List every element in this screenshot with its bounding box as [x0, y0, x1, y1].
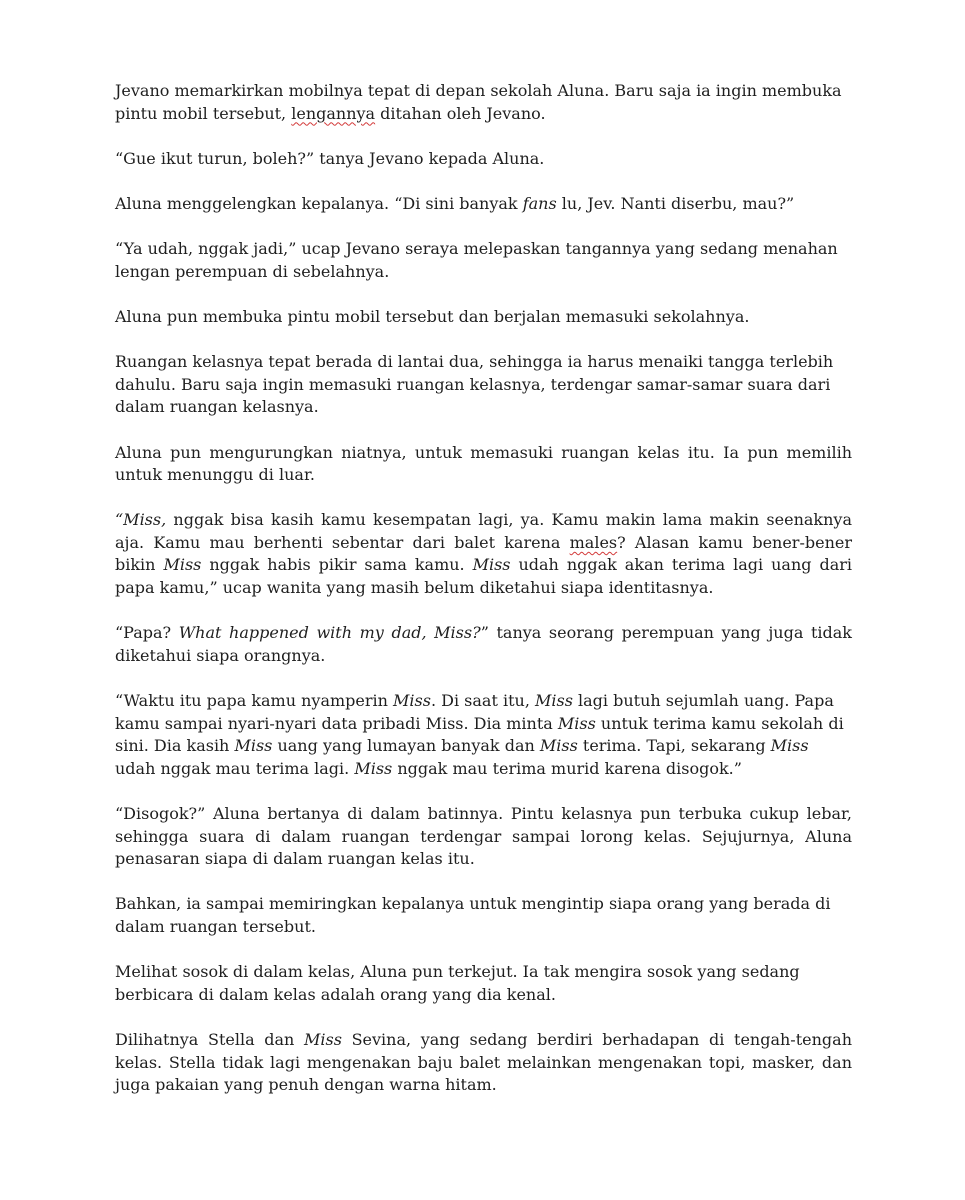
text-run: Aluna pun membuka pintu mobil tersebut dan berjalan memasuki sekolahnya. [115, 306, 750, 326]
paragraph [115, 80, 852, 125]
text-run: “Ya udah, nggak jadi,” ucap Jevano seraya melepaskan tangannya yang sedang menahan lengan perempuan di sebelahnya. [115, 239, 838, 281]
paragraph [115, 961, 852, 1006]
text-run: ditahan oleh Jevano. [375, 103, 546, 123]
italic-text: Miss [472, 555, 511, 575]
paragraph [115, 148, 852, 171]
text-run: untuk terima kamu sekolah di sini. Dia kasih [115, 713, 844, 756]
text-run: Ruangan kelasnya tepat berada di lantai dua, sehingga ia harus menaiki tangga terlebih dahulu. Baru saja ingin memasuki ruangan kelasnya, terdengar samar-samar suara dari dalam ruangan kelasnya. [115, 352, 834, 417]
italic-text: Miss [770, 736, 809, 756]
text-run: Sevina, yang sedang berdiri berhadapan di tengah-tengah kelas. Stella tidak lagi mengenakan baju balet melainkan mengenakan topi, masker, dan juga pakaian yang penuh dengan warna hitam. [115, 1029, 852, 1095]
italic-text: Miss [163, 555, 202, 575]
text-run: lagi butuh sejumlah uang. Papa kamu sampai nyari-nyari data pribadi Miss. Dia minta [115, 691, 834, 733]
paragraph [115, 690, 852, 780]
paragraph [115, 1029, 852, 1097]
text-run: ” tanya seorang perempuan yang juga tidak diketahui siapa orangnya. [115, 623, 853, 665]
italic-text: Miss [539, 736, 578, 756]
italic-text: Miss [234, 736, 273, 756]
paragraph [115, 442, 852, 487]
paragraph [115, 193, 852, 216]
text-run: Dilihatnya Stella dan [115, 1029, 304, 1049]
text-run: nggak habis pikir sama kamu. [201, 555, 473, 575]
text-run: Jevano memarkirkan mobilnya tepat di depan sekolah Aluna. Baru saja ia ingin membuka pintu mobil tersebut, [115, 81, 842, 123]
paragraph [115, 803, 852, 871]
text-run: “Gue ikut turun, boleh?” tanya Jevano kepada Aluna. [115, 148, 545, 168]
text-run: “Papa? [115, 623, 179, 643]
italic-text: “Miss, [115, 510, 167, 530]
italic-text: Miss [354, 758, 393, 778]
text-run: Aluna menggelengkan kepalanya. “Di sini banyak [115, 193, 523, 213]
paragraph [115, 306, 852, 329]
paragraph [115, 622, 852, 667]
text-run: “Disogok?” Aluna bertanya di dalam batinnya. Pintu kelasnya pun terbuka cukup lebar, sehingga suara di dalam ruangan terdengar sampai lorong kelas. Sejujurnya, Aluna penasaran siapa di dalam ruangan kelas itu. [115, 804, 852, 869]
text-run: lu, Jev. Nanti diserbu, mau?” [556, 193, 795, 213]
italic-text: fans [522, 193, 557, 213]
italic-text: Miss [304, 1029, 342, 1049]
text-run: udah nggak mau terima lagi. [115, 758, 355, 778]
text-run: . Di saat itu, [430, 691, 535, 711]
text-run: nggak bisa kasih kamu kesempatan lagi, ya. Kamu makin lama makin seenaknya aja. Kamu mau berhenti sebentar dari balet karena [115, 510, 852, 552]
paragraph [115, 238, 852, 283]
italic-text: Miss [393, 691, 431, 711]
text-run: uang yang lumayan banyak dan [272, 736, 540, 756]
italic-text: What happened with my dad, Miss? [178, 623, 481, 643]
text-run: Melihat sosok di dalam kelas, Aluna pun terkejut. Ia tak mengira sosok yang sedang berbicara di dalam kelas adalah orang yang dia kenal. [115, 962, 800, 1004]
text-run: “Waktu itu papa kamu nyamperin [115, 691, 394, 711]
text-run: Bahkan, ia sampai memiringkan kepalanya untuk mengintip siapa orang yang berada di dalam ruangan tersebut. [115, 894, 831, 936]
text-run: nggak mau terima murid karena disogok.” [392, 758, 742, 778]
italic-text: Miss [535, 691, 573, 711]
italic-text: Miss [557, 713, 596, 733]
text-run: ? Alasan kamu bener-bener bikin [115, 532, 852, 575]
paragraph [115, 893, 852, 938]
paragraph [115, 509, 852, 599]
spellcheck-flagged-word: males [569, 532, 618, 552]
spellcheck-flagged-word: lengannya [291, 103, 376, 123]
text-run: Aluna pun mengurungkan niatnya, untuk memasuki ruangan kelas itu. Ia pun memilih untuk menunggu di luar. [115, 442, 852, 485]
text-run: terima. Tapi, sekarang [577, 736, 771, 756]
text-run: udah nggak akan terima lagi uang dari papa kamu,” ucap wanita yang masih belum diketahui siapa identitasnya. [115, 555, 853, 598]
paragraph [115, 351, 852, 419]
